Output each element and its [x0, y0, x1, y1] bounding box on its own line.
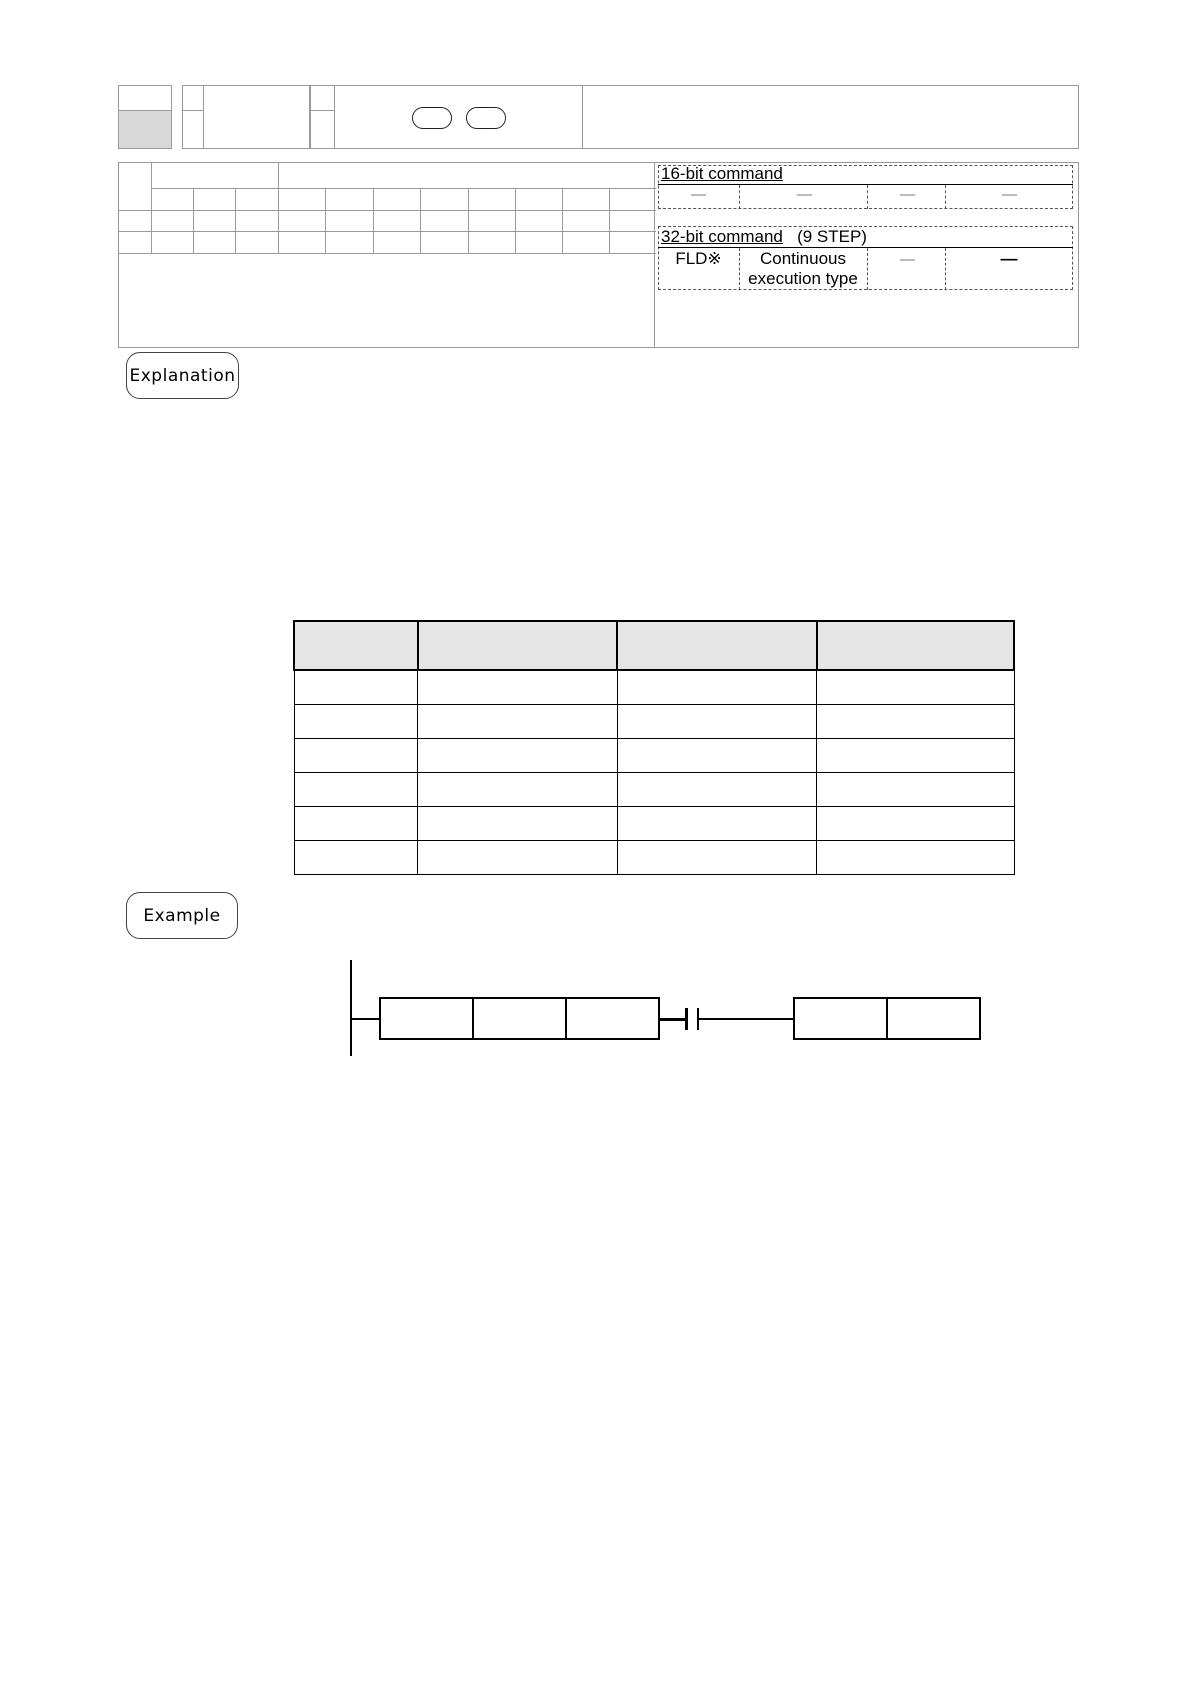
- table-row: [294, 670, 1014, 705]
- grid-vline: [420, 188, 421, 253]
- table-cell: [817, 705, 1014, 739]
- bit16-cell-1: —: [691, 186, 706, 203]
- table-cell: [294, 807, 418, 841]
- bit16-divider: [739, 185, 740, 209]
- table-cell: [617, 841, 816, 875]
- table-cell: [294, 670, 418, 705]
- table-row: [294, 773, 1014, 807]
- table-cell: [418, 807, 617, 841]
- table-header-cell: [817, 621, 1014, 670]
- operand-prefix-cell-bottom: [310, 110, 335, 149]
- grid-vline: [325, 188, 326, 253]
- bit16-divider: [867, 185, 868, 209]
- ladder-output-dev-box: [886, 997, 981, 1040]
- table-cell: [617, 670, 816, 705]
- table-cell: [418, 773, 617, 807]
- table-cell: [294, 841, 418, 875]
- table-cell: [294, 773, 418, 807]
- operand-format-cell: [334, 85, 583, 149]
- table-header-cell: [617, 621, 816, 670]
- bit32-exec-line2: execution type: [748, 269, 858, 288]
- bit32-cell-3: —: [900, 251, 915, 268]
- table-cell: [294, 705, 418, 739]
- bit16-divider: [945, 185, 946, 209]
- table-cell: [817, 670, 1014, 705]
- bit32-instruction: FLD※: [675, 249, 722, 268]
- bit32-steps: (9 STEP): [797, 227, 867, 246]
- table-cell: [817, 773, 1014, 807]
- api-number-cell: [118, 85, 172, 111]
- ladder-wire: [698, 1018, 794, 1020]
- contact-left-bar: [685, 1008, 688, 1030]
- bit16-underline: [658, 184, 1073, 185]
- command-panel: [655, 162, 1079, 348]
- bit32-cell-4: —: [1000, 249, 1018, 268]
- function-description-cell: [582, 85, 1079, 149]
- table-cell: [817, 739, 1014, 773]
- grid-hline: [151, 188, 656, 189]
- grid-vline: [609, 188, 610, 253]
- table-header-cell: [294, 621, 418, 670]
- ladder-output-op-box: [793, 997, 888, 1040]
- mnemonic-prefix-cell-bottom: [182, 110, 204, 149]
- table-cell: [817, 841, 1014, 875]
- grid-hline: [119, 210, 656, 211]
- table-header-cell: [418, 621, 617, 670]
- ladder-wire: [351, 1018, 381, 1020]
- table-cell: [294, 739, 418, 773]
- bit32-title-row: [661, 227, 867, 247]
- operand-device-grid: [118, 162, 655, 348]
- bit16-title: 16-bit command: [661, 164, 783, 183]
- grid-vline: [373, 188, 374, 253]
- grid-vline: [235, 188, 236, 253]
- example-label: Example: [126, 892, 238, 939]
- bit16-cell-2: —: [797, 186, 812, 203]
- operand-s2-shape: [466, 107, 506, 129]
- table-cell: [418, 841, 617, 875]
- table-cell: [418, 739, 617, 773]
- explanation-label: Explanation: [126, 352, 239, 399]
- table-cell: [617, 773, 816, 807]
- comparison-table: [293, 620, 1015, 875]
- bit32-underline: [658, 247, 1073, 248]
- grid-vline: [515, 188, 516, 253]
- table-cell: [418, 670, 617, 705]
- table-row: [294, 841, 1014, 875]
- operand-s1-shape: [412, 107, 452, 129]
- ladder-wire: [659, 1018, 686, 1021]
- mnemonic-prefix-cell-top: [182, 85, 204, 111]
- ladder-compare-op-box: [379, 997, 474, 1040]
- bit32-exec-line1: Continuous: [759, 249, 846, 268]
- ladder-compare-s1-box: [472, 997, 567, 1040]
- table-row: [294, 705, 1014, 739]
- table-header-row: [294, 621, 1014, 670]
- table-row: [294, 739, 1014, 773]
- grid-vline: [468, 188, 469, 253]
- table-cell: [817, 807, 1014, 841]
- mnemonic-cell: [203, 85, 310, 149]
- table-cell: [617, 705, 816, 739]
- operand-prefix-cell-top: [310, 85, 335, 111]
- grid-vline: [151, 163, 152, 253]
- grid-hline: [119, 253, 656, 254]
- grid-vline: [562, 188, 563, 253]
- bit32-divider: [867, 248, 868, 290]
- table-cell: [418, 705, 617, 739]
- bit16-cell-3: —: [900, 186, 915, 203]
- grid-vline: [193, 188, 194, 253]
- ladder-compare-s2-box: [565, 997, 660, 1040]
- bit32-title: 32-bit command: [661, 227, 783, 246]
- api-shaded-cell: [118, 110, 172, 149]
- bit16-cell-4: —: [1002, 186, 1017, 203]
- ladder-left-rail: [350, 960, 352, 1056]
- table-row: [294, 807, 1014, 841]
- table-cell: [617, 807, 816, 841]
- grid-vline: [278, 163, 279, 253]
- grid-hline: [119, 231, 656, 232]
- table-cell: [617, 739, 816, 773]
